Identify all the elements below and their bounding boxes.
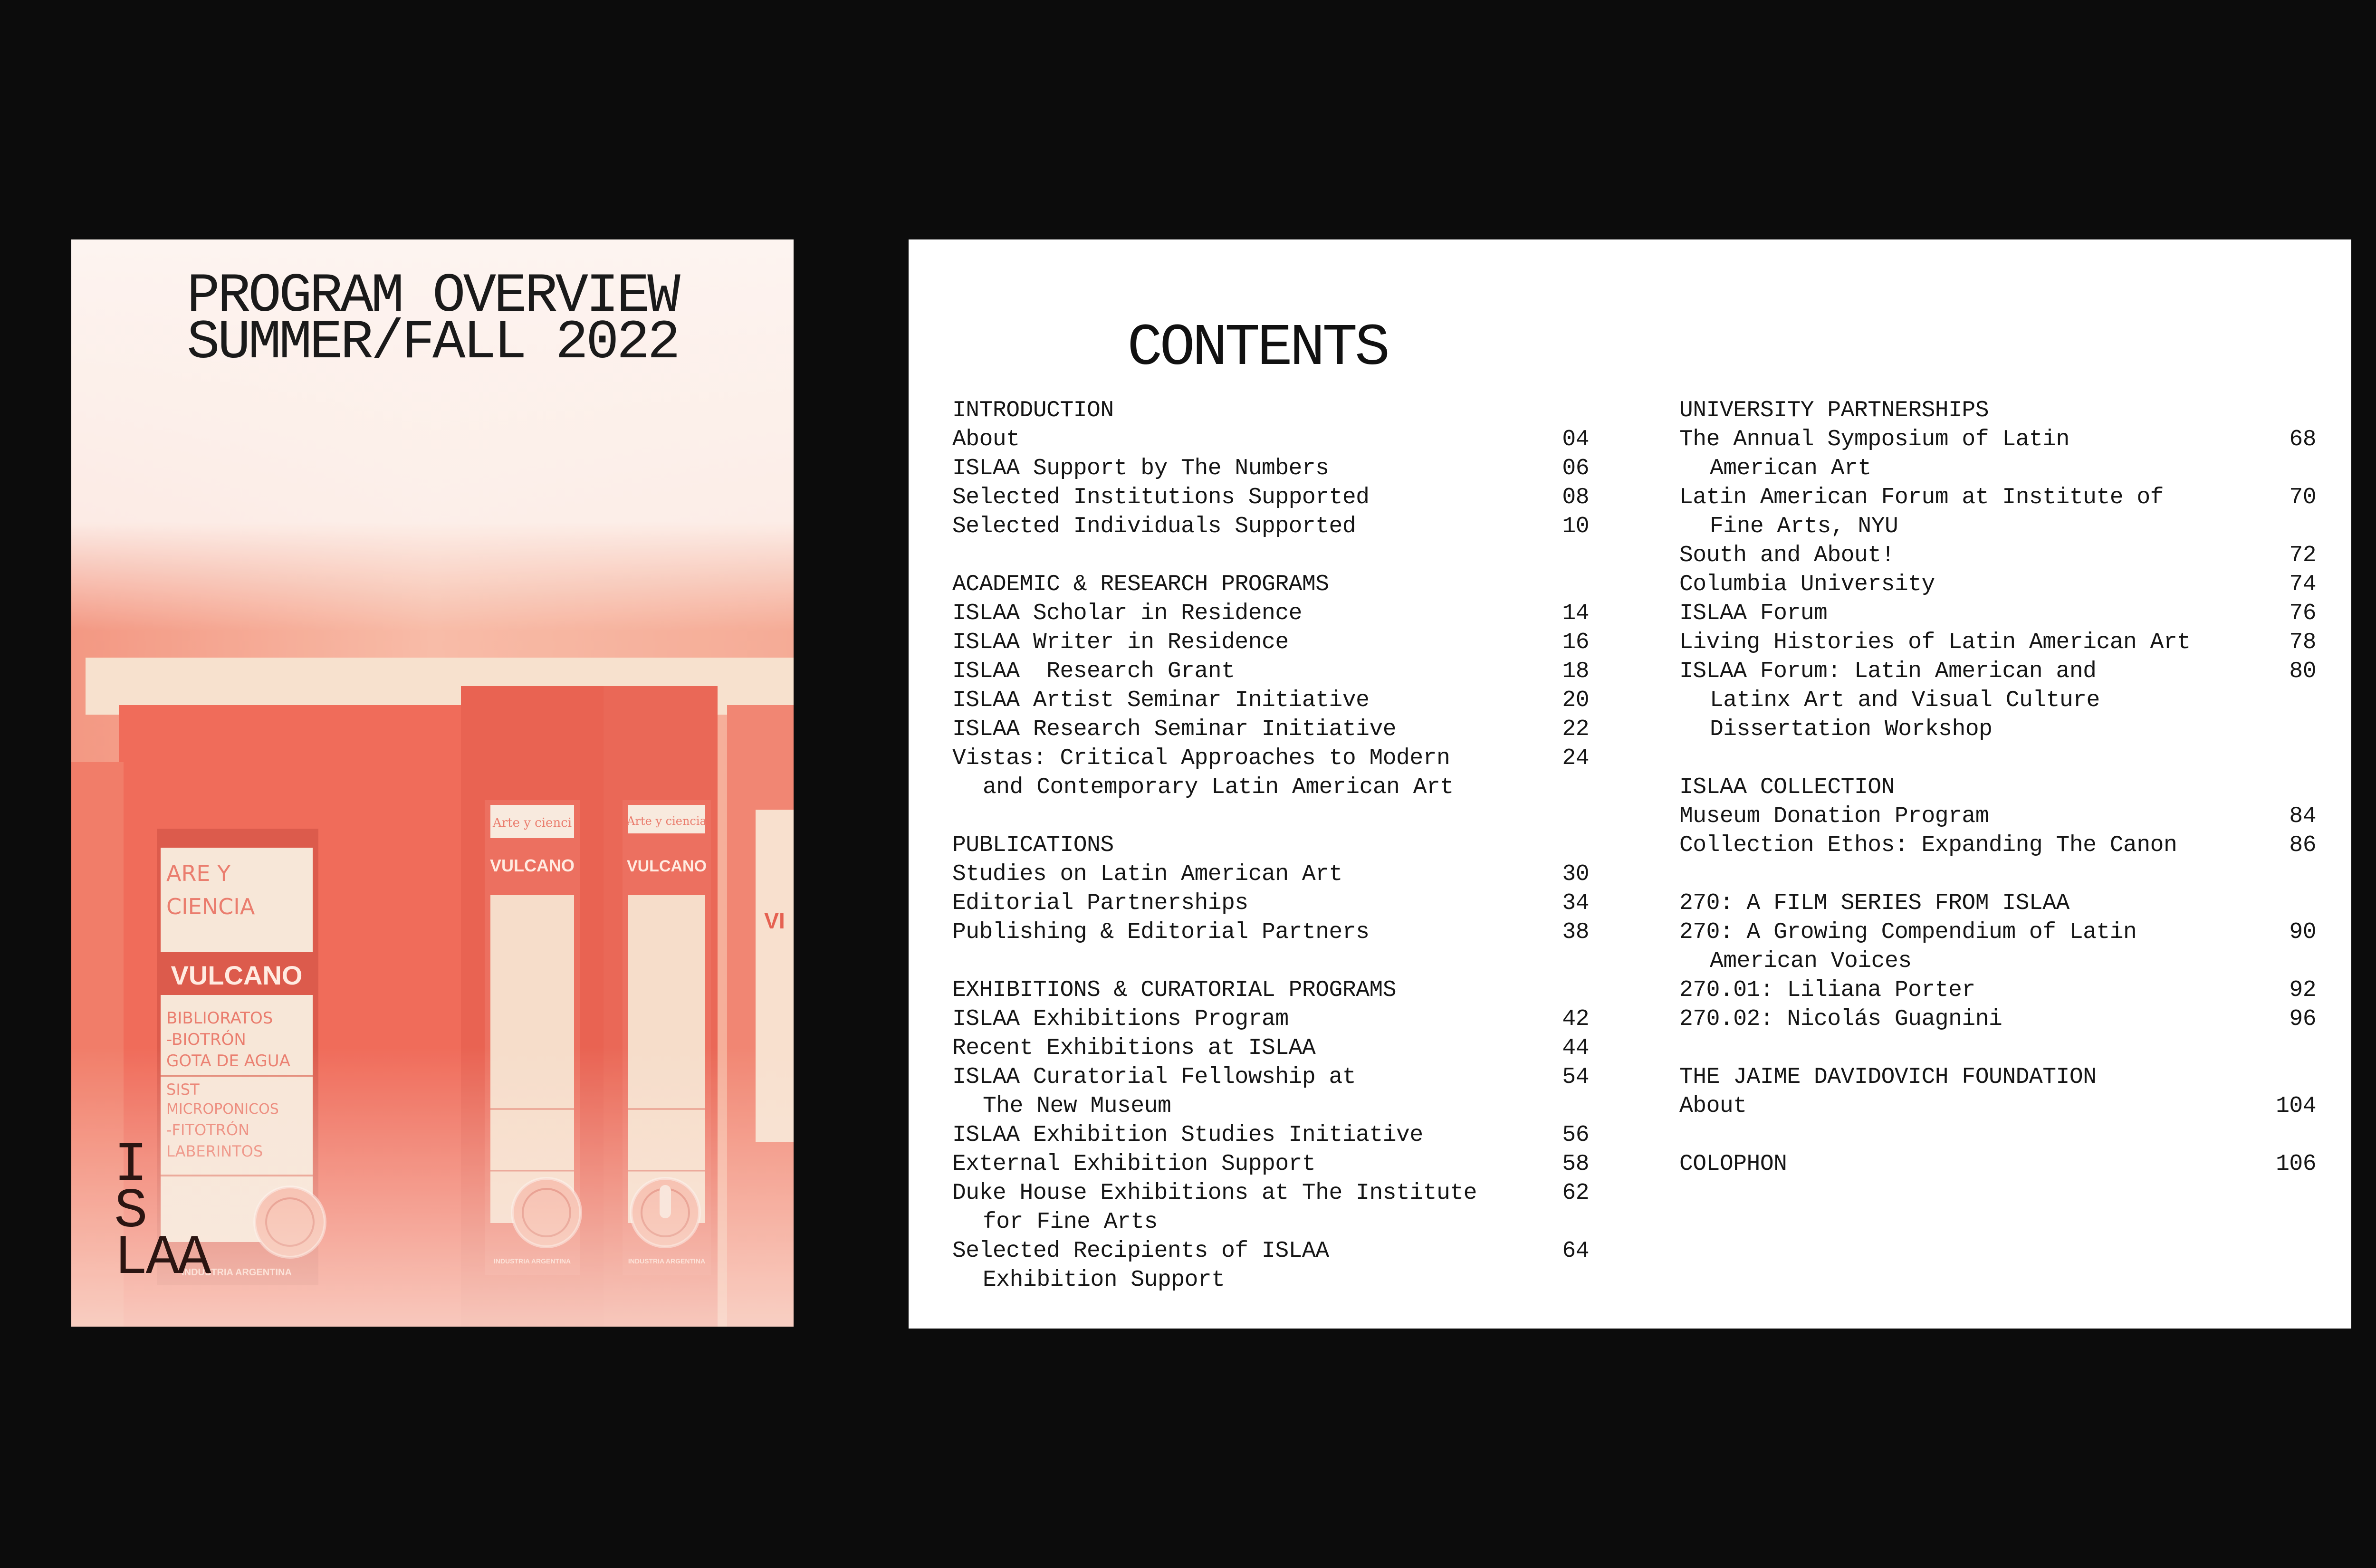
toc-entry-continuation[interactable] [952, 1092, 1589, 1121]
toc-entry-title: Dissertation Workshop [1710, 717, 1993, 742]
toc-entry[interactable] [1679, 976, 2316, 1005]
toc-page-number: 14 [1562, 601, 1589, 626]
toc-page-number [2264, 454, 2316, 483]
toc-entry[interactable] [952, 483, 1589, 512]
toc-page-number: 90 [2289, 919, 2316, 945]
toc-entry[interactable] [952, 1034, 1589, 1063]
toc-page-number: 86 [2289, 832, 2316, 858]
toc-entry[interactable] [952, 628, 1589, 657]
toc-entry-title: Collection Ethos: Expanding The Canon [1679, 832, 2177, 858]
toc-entry[interactable] [952, 1063, 1589, 1092]
toc-entry-title: INTRODUCTION [952, 398, 1114, 423]
toc-page-number: 104 [2276, 1093, 2316, 1119]
toc-section-heading[interactable] [952, 396, 1589, 425]
toc-page-number: 22 [1562, 717, 1589, 742]
toc-entry-title: Museum Donation Program [1679, 803, 1989, 829]
toc-page-number [2264, 1063, 2316, 1092]
toc-entry-title: ISLAA Scholar in Residence [952, 601, 1302, 626]
toc-page-number [2264, 715, 2316, 744]
toc-section-heading[interactable] [952, 831, 1589, 860]
cover-title [71, 265, 794, 374]
toc-entry-title: Publishing & Editorial Partners [952, 919, 1370, 945]
toc-entry-title: About [952, 427, 1020, 452]
toc-entry[interactable] [952, 512, 1589, 541]
toc-entry-title: The Annual Symposium of Latin [1679, 427, 2069, 452]
toc-column-left [952, 396, 1589, 1295]
toc-entry[interactable] [952, 657, 1589, 686]
toc-entry[interactable] [952, 1150, 1589, 1179]
toc-entry-title: ISLAA Curatorial Fellowship at [952, 1064, 1356, 1090]
toc-gap [1679, 860, 2316, 889]
toc-entry-title: American Art [1710, 456, 1871, 481]
toc-entry[interactable] [1679, 425, 2316, 454]
toc-page-number: 06 [1562, 456, 1589, 481]
toc-entry-title: ACADEMIC & RESEARCH PROGRAMS [952, 572, 1329, 597]
toc-entry-title: The New Museum [983, 1093, 1171, 1119]
toc-section-heading[interactable] [1679, 396, 2316, 425]
toc-entry-title: 270: A FILM SERIES FROM ISLAA [1679, 890, 2069, 916]
toc-entry-title: UNIVERSITY PARTNERSHIPS [1679, 398, 1989, 423]
toc-page-number [2264, 947, 2316, 976]
toc-entry[interactable] [1679, 599, 2316, 628]
toc-page-number: 42 [1562, 1006, 1589, 1032]
toc-entry-title: Latin American Forum at Institute of [1679, 485, 2164, 510]
toc-entry[interactable] [1679, 1092, 2316, 1121]
toc-section-heading[interactable] [952, 570, 1589, 599]
toc-entry-title: ISLAA COLLECTION [1679, 774, 1895, 800]
toc-gap [952, 541, 1589, 570]
toc-entry-title: ISLAA Forum [1679, 601, 1828, 626]
toc-section-heading[interactable] [1679, 889, 2316, 918]
toc-page-number: 68 [2289, 427, 2316, 452]
toc-page-number: 64 [1562, 1238, 1589, 1264]
toc-page-number [1537, 396, 1589, 425]
toc-page-number: 106 [2276, 1151, 2316, 1177]
toc-entry-title: 270.01: Liliana Porter [1679, 977, 1975, 1003]
toc-page-number: 80 [2289, 659, 2316, 684]
toc-entry-title: About [1679, 1093, 1747, 1119]
toc-page-number [1537, 1092, 1589, 1121]
toc-entry-continuation[interactable] [952, 1208, 1589, 1237]
toc-entry[interactable] [952, 425, 1589, 454]
toc-entry-continuation[interactable] [952, 773, 1589, 802]
toc-gap [1679, 1034, 2316, 1063]
toc-page-number: 10 [1562, 514, 1589, 539]
toc-entry-title: External Exhibition Support [952, 1151, 1316, 1177]
toc-entry[interactable] [952, 599, 1589, 628]
toc-page-number: 30 [1562, 861, 1589, 887]
contents-heading: CONTENTS [1127, 316, 1388, 382]
toc-entry[interactable] [952, 1121, 1589, 1150]
toc-entry-title: and Contemporary Latin American Art [983, 774, 1454, 800]
toc-entry-title: COLOPHON [1679, 1151, 1787, 1177]
cover-title-line-1: PROGRAM OVERVIEW [187, 265, 678, 327]
toc-entry[interactable] [952, 744, 1589, 773]
toc-entry-continuation[interactable] [1679, 715, 2316, 744]
toc-page-number: 20 [1562, 688, 1589, 713]
toc-entry[interactable] [952, 860, 1589, 889]
toc-entry[interactable] [1679, 802, 2316, 831]
toc-entry-title: Duke House Exhibitions at The Institute [952, 1180, 1477, 1206]
toc-entry-continuation[interactable] [1679, 454, 2316, 483]
toc-entry-title: 270: A Growing Compendium of Latin [1679, 919, 2137, 945]
toc-entry-continuation[interactable] [1679, 686, 2316, 715]
toc-entry-title: Fine Arts, NYU [1710, 514, 1898, 539]
toc-page-number: 74 [2289, 572, 2316, 597]
toc-entry-continuation[interactable] [952, 1266, 1589, 1295]
toc-entry-title: ISLAA Artist Seminar Initiative [952, 688, 1370, 713]
toc-entry-title: ISLAA Exhibitions Program [952, 1006, 1289, 1032]
toc-section-heading[interactable] [1679, 1063, 2316, 1092]
toc-entry-title: ISLAA Writer in Residence [952, 630, 1289, 655]
toc-page-number [1537, 1208, 1589, 1237]
toc-entry[interactable] [1679, 541, 2316, 570]
toc-entry[interactable] [1679, 657, 2316, 686]
toc-entry-title: Living Histories of Latin American Art [1679, 630, 2191, 655]
toc-entry-title: ISLAA Research Grant [952, 659, 1235, 684]
toc-page-number: 54 [1562, 1064, 1589, 1090]
toc-page-number: 96 [2289, 1006, 2316, 1032]
toc-page-number: 08 [1562, 485, 1589, 510]
toc-page-number [2264, 512, 2316, 541]
toc-entry-title: Vistas: Critical Approaches to Modern [952, 746, 1450, 771]
toc-entry-title: Selected Recipients of ISLAA [952, 1238, 1329, 1264]
toc-page-number: 58 [1562, 1151, 1589, 1177]
toc-page-number [2264, 396, 2316, 425]
toc-entry-continuation[interactable] [1679, 512, 2316, 541]
toc-page-number [2264, 889, 2316, 918]
toc-gap [1679, 744, 2316, 773]
toc-page-number [1537, 976, 1589, 1005]
toc-entry[interactable] [1679, 628, 2316, 657]
toc-entry-title: ISLAA Support by The Numbers [952, 456, 1329, 481]
toc-entry[interactable] [952, 715, 1589, 744]
toc-entry-title: Selected Individuals Supported [952, 514, 1356, 539]
toc-page-number: 92 [2289, 977, 2316, 1003]
toc-page-number: 04 [1562, 427, 1589, 452]
toc-page-number: 44 [1562, 1035, 1589, 1061]
toc-gap [1679, 1121, 2316, 1150]
toc-entry-title: South and About! [1679, 543, 1895, 568]
toc-entry-title: Columbia University [1679, 572, 1935, 597]
toc-page-number: 72 [2289, 543, 2316, 568]
toc-page-number [2264, 686, 2316, 715]
toc-entry-title: American Voices [1710, 948, 1912, 974]
logo-letters-laa: LAA [114, 1227, 210, 1290]
toc-page-number [1537, 773, 1589, 802]
toc-entry-title: ISLAA Research Seminar Initiative [952, 717, 1397, 742]
toc-page-number: 78 [2289, 630, 2316, 655]
toc-entry[interactable] [952, 918, 1589, 947]
toc-entry-title: THE JAIME DAVIDOVICH FOUNDATION [1679, 1064, 2097, 1090]
cover-title-line-2: SUMMER/FALL 2022 [187, 311, 678, 374]
toc-entry-title: Exhibition Support [983, 1267, 1225, 1293]
cover-page [71, 239, 794, 1327]
toc-page-number: 76 [2289, 601, 2316, 626]
toc-page-number: 38 [1562, 919, 1589, 945]
toc-entry-title: Latinx Art and Visual Culture [1710, 688, 2100, 713]
toc-page-number: 62 [1562, 1180, 1589, 1206]
toc-entry[interactable] [1679, 1005, 2316, 1034]
toc-entry-title: Studies on Latin American Art [952, 861, 1342, 887]
toc-entry-title: ISLAA Exhibition Studies Initiative [952, 1122, 1423, 1148]
toc-entry[interactable] [952, 454, 1589, 483]
toc-section-heading[interactable] [952, 976, 1589, 1005]
toc-entry-title: Selected Institutions Supported [952, 485, 1370, 510]
toc-page-number: 18 [1562, 659, 1589, 684]
toc-page-number: 24 [1562, 746, 1589, 771]
toc-page-number [1537, 1266, 1589, 1295]
toc-page-number: 16 [1562, 630, 1589, 655]
logo-letter-i: I [114, 1134, 146, 1197]
toc-entry-title: ISLAA Forum: Latin American and [1679, 659, 2097, 684]
toc-entry-title: Editorial Partnerships [952, 890, 1248, 916]
toc-entry[interactable] [952, 1237, 1589, 1266]
toc-entry-title: Recent Exhibitions at ISLAA [952, 1035, 1316, 1061]
toc-page-number: 34 [1562, 890, 1589, 916]
toc-page-number: 84 [2289, 803, 2316, 829]
toc-entry-title: for Fine Arts [983, 1209, 1158, 1235]
toc-page-number [2264, 773, 2316, 802]
toc-gap [952, 947, 1589, 976]
toc-page-number [1537, 570, 1589, 599]
contents-page [909, 239, 2351, 1329]
toc-entry[interactable] [952, 1005, 1589, 1034]
toc-entry[interactable] [952, 1179, 1589, 1208]
toc-entry[interactable] [952, 889, 1589, 918]
toc-gap [952, 802, 1589, 831]
toc-column-right [1679, 396, 2316, 1179]
toc-section-heading[interactable] [1679, 773, 2316, 802]
toc-entry[interactable] [1679, 918, 2316, 947]
toc-entry[interactable] [952, 686, 1589, 715]
toc-entry-title: 270.02: Nicolás Guagnini [1679, 1006, 2002, 1032]
toc-entry[interactable] [1679, 570, 2316, 599]
toc-entry-title: EXHIBITIONS & CURATORIAL PROGRAMS [952, 977, 1397, 1003]
islaa-logo [114, 1134, 210, 1290]
toc-entry-title: PUBLICATIONS [952, 832, 1114, 858]
toc-page-number: 56 [1562, 1122, 1589, 1148]
toc-page-number: 70 [2289, 485, 2316, 510]
toc-entry-continuation[interactable] [1679, 947, 2316, 976]
toc-page-number [1537, 831, 1589, 860]
toc-entry[interactable] [1679, 483, 2316, 512]
logo-letter-s: S [114, 1180, 146, 1243]
toc-entry[interactable] [1679, 831, 2316, 860]
toc-section-heading[interactable] [1679, 1150, 2316, 1179]
